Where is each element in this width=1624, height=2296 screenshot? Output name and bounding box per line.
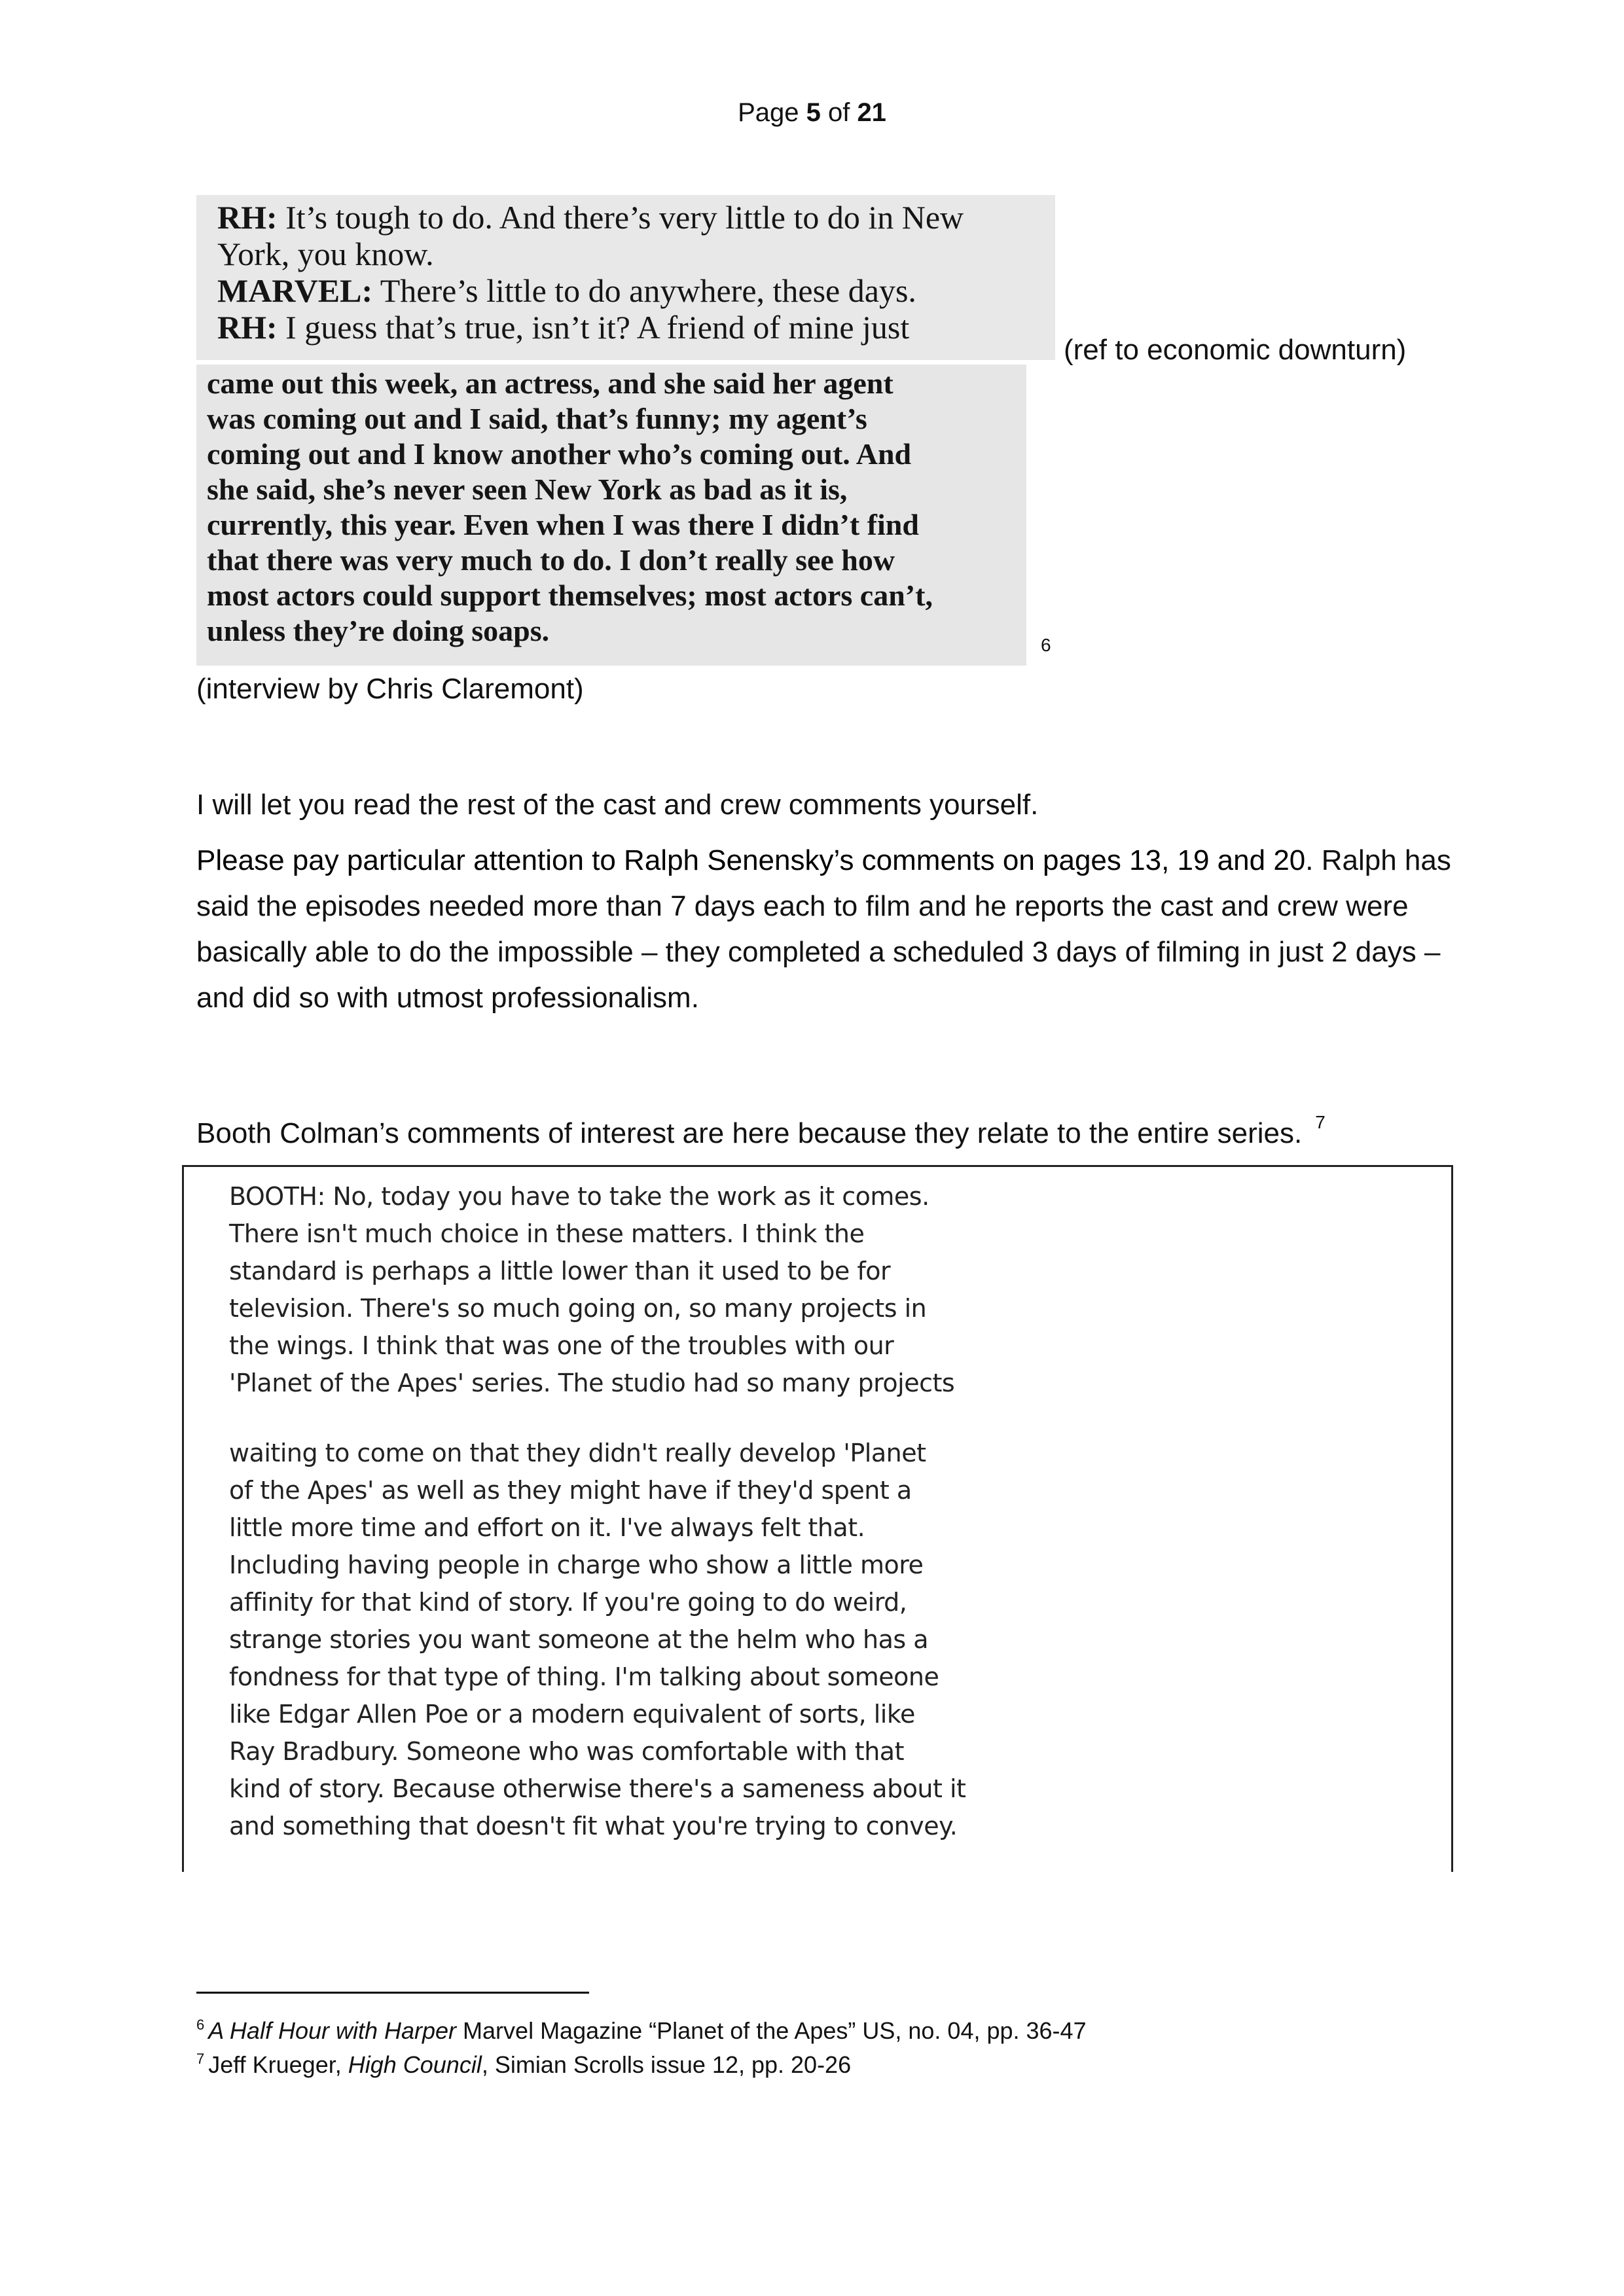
side-note: (ref to economic downturn): [1064, 334, 1407, 366]
quote-line: little more time and effort on it. I've always felt that.: [229, 1513, 865, 1542]
quote-text-part-a: [229, 1178, 955, 1402]
quote-line: Ray Bradbury. Someone who was comfortable with that: [229, 1737, 904, 1766]
body-paragraph: I will let you read the rest of the cast and crew comments yourself.: [196, 789, 1039, 821]
page-header: [0, 98, 1624, 128]
quote-line: Including having people in charge who show a little more: [229, 1551, 924, 1579]
footnote-author: Jeff Krueger,: [208, 2051, 348, 2078]
quote-line: television. There's so much going on, so many projects in: [229, 1294, 927, 1323]
body-paragraph: [196, 1100, 1453, 1157]
scan-line: [217, 236, 1055, 272]
quote-text-part-b: [229, 1435, 966, 1845]
scan-line: she said, she’s never seen New York as bad as it is,: [207, 473, 848, 506]
scan-text: There’s little to do anywhere, these days.: [372, 272, 916, 309]
page-total: 21: [857, 98, 886, 127]
page-label: Page: [738, 98, 806, 127]
footnote-marker: 6: [1041, 635, 1051, 655]
footnote-title: High Council: [348, 2051, 482, 2078]
scan-line: most actors could support themselves; most actors can’t,: [207, 579, 933, 612]
scan-line: unless they’re doing soaps.: [207, 614, 550, 647]
quote-line: BOOTH: No, today you have to take the work as it comes.: [229, 1182, 929, 1211]
quote-line: and something that doesn't fit what you're trying to convey.: [229, 1812, 958, 1840]
footnote-separator: [196, 1992, 589, 1994]
speaker-label: RH:: [217, 199, 278, 236]
scan-line: coming out and I know another who’s coming out. And: [207, 437, 912, 471]
body-paragraph: [196, 838, 1453, 1021]
paragraph-text: Booth Colman’s comments of interest are here because they relate to the entire series.: [196, 1117, 1303, 1149]
quote-line: affinity for that kind of story. If you're going to do weird,: [229, 1588, 907, 1617]
footnote-text: Marvel Magazine “Planet of the Apes” US, no. 04, pp. 36-47: [456, 2017, 1087, 2044]
quote-line: standard is perhaps a little lower than it used to be for: [229, 1257, 891, 1285]
footnote-marker: 7: [1315, 1112, 1326, 1132]
emphasis-text: Please pay particular attention to Ralph Senensky’s comments on pages 13, 19 and 20.: [196, 844, 1314, 876]
interview-scan-top: [196, 195, 1055, 360]
quote-line: 'Planet of the Apes' series. The studio had so many projects: [229, 1369, 955, 1397]
quote-line: the wings. I think that was one of the troubles with our: [229, 1331, 894, 1360]
footnote-text: , Simian Scrolls issue 12, pp. 20-26: [481, 2051, 852, 2078]
footnote-title: A Half Hour with Harper: [208, 2017, 457, 2044]
scan-line: [217, 199, 1055, 236]
scan-caption: (interview by Chris Claremont): [196, 673, 584, 705]
quote-line: kind of story. Because otherwise there's a sameness about it: [229, 1774, 966, 1803]
scan-text: York, you know.: [217, 236, 434, 272]
scan-line: currently, this year. Even when I was there I didn’t find: [207, 508, 919, 541]
scan-line: came out this week, an actress, and she said her agent: [207, 367, 893, 400]
quote-line: like Edgar Allen Poe or a modern equivalent of sorts, like: [229, 1700, 915, 1729]
scan-line: [217, 309, 1055, 346]
page-number: 5: [806, 98, 821, 127]
quote-line: of the Apes' as well as they might have if they'd spent a: [229, 1476, 912, 1505]
footnote-number: 6: [196, 2017, 205, 2033]
scan-line: that there was very much to do. I don’t really see how: [207, 543, 895, 577]
quote-line: waiting to come on that they didn't really develop 'Planet: [229, 1439, 926, 1467]
quote-line: There isn't much choice in these matters. I think the: [229, 1219, 865, 1248]
scan-text: I guess that’s true, isn’t it? A friend of mine just: [277, 309, 910, 346]
speaker-label: RH:: [217, 309, 278, 346]
page-of-label: of: [820, 98, 857, 127]
footnote-7: [196, 2042, 851, 2082]
interview-scan-bottom: [196, 365, 1026, 666]
scan-line: was coming out and I said, that’s funny; my agent’s: [207, 402, 867, 435]
paragraph-text: Ralph has said the episodes needed more than 7 days each to film and he reports the cast and crew were basically able to do the impossible – they completed a scheduled 3 days of filming in just 2 days – and did so with utmost professionalism.: [196, 844, 1451, 1014]
scan-text: It’s tough to do. And there’s very little to do in New: [277, 199, 964, 236]
quote-line: fondness for that type of thing. I'm talking about someone: [229, 1662, 939, 1691]
speaker-label: MARVEL:: [217, 272, 373, 309]
footnote-number: 7: [196, 2051, 205, 2067]
quote-line: strange stories you want someone at the helm who has a: [229, 1625, 929, 1654]
scan-line: [217, 272, 1055, 309]
